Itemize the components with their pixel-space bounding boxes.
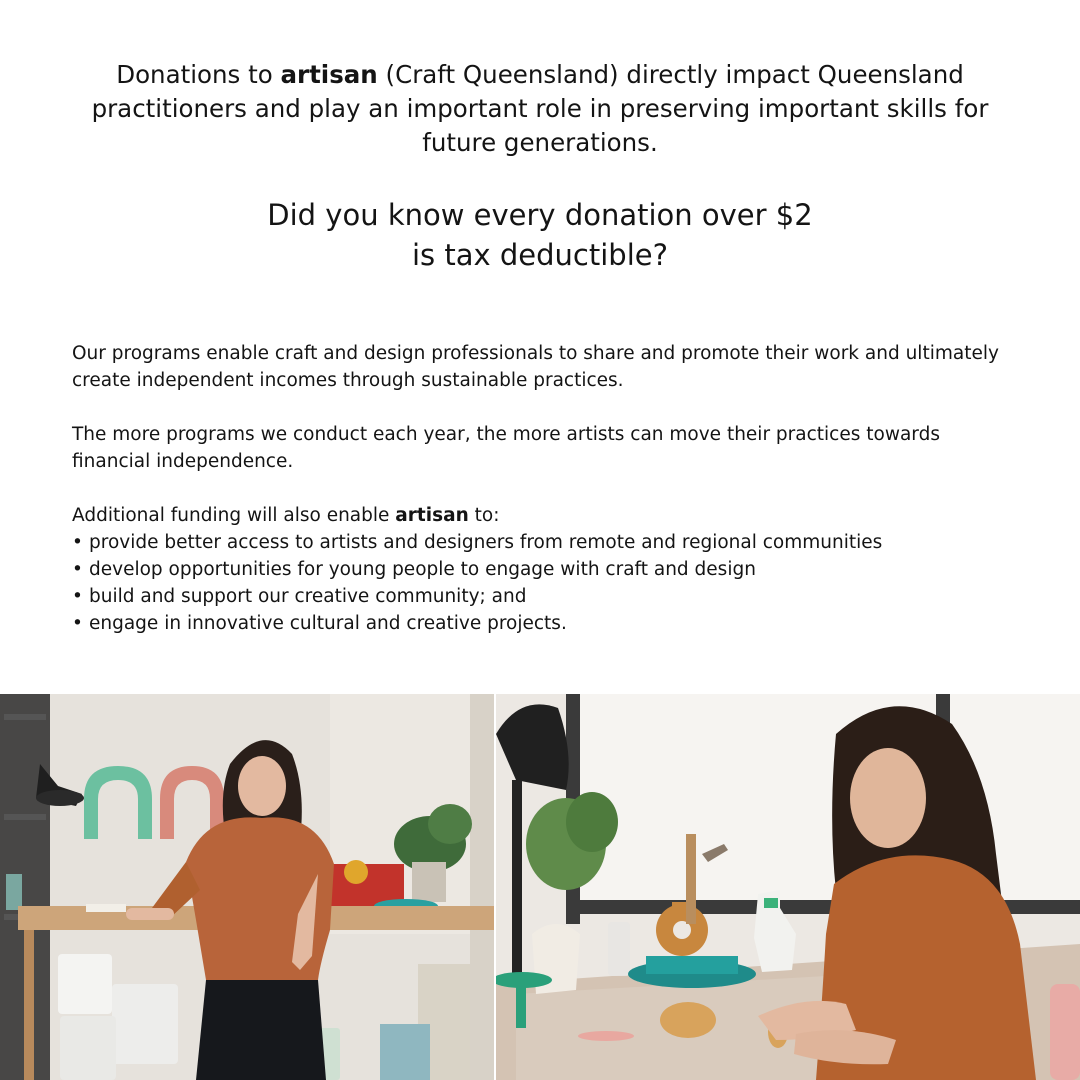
funding-lead-2: to:: [468, 505, 500, 526]
question-line-1: Did you know every donation over $2: [267, 198, 813, 232]
studio-portrait-photo: [0, 694, 494, 1080]
paragraph-programs: Our programs enable craft and design professionals to share and promote their work and ultimately create independent incomes through sustainable practices.: [72, 343, 999, 391]
intro-part-1: Donations to: [116, 60, 281, 89]
intro-brand: artisan: [280, 60, 378, 89]
intro-text: [60, 58, 1020, 160]
list-item: • provide better access to artists and designers from remote and regional communities: [72, 529, 1022, 556]
funding-brand: artisan: [395, 505, 469, 526]
studio-portrait-image: [0, 694, 494, 1080]
list-item: • build and support our creative community; and: [72, 583, 1022, 610]
artist-working-clay-photo: [496, 694, 1080, 1080]
funding-lead: [72, 502, 1022, 529]
funding-lead-1: Additional funding will also enable: [72, 505, 396, 526]
intro-part-2: (Craft Queensland) directly impact Queensland practitioners and play an important role in preserving important skills for future generations.: [91, 60, 989, 157]
funding-list: [72, 529, 1022, 637]
question-line-2: is tax deductible?: [411, 238, 668, 272]
tax-question-heading: [60, 195, 1020, 275]
list-item: • engage in innovative cultural and creative projects.: [72, 610, 1022, 637]
list-item: • develop opportunities for young people to engage with craft and design: [72, 556, 1022, 583]
paragraph-independence: The more programs we conduct each year, the more artists can move their practices towards financial independence.: [72, 424, 940, 472]
artist-working-clay-image: [496, 694, 1080, 1080]
body-copy: [72, 340, 1022, 637]
